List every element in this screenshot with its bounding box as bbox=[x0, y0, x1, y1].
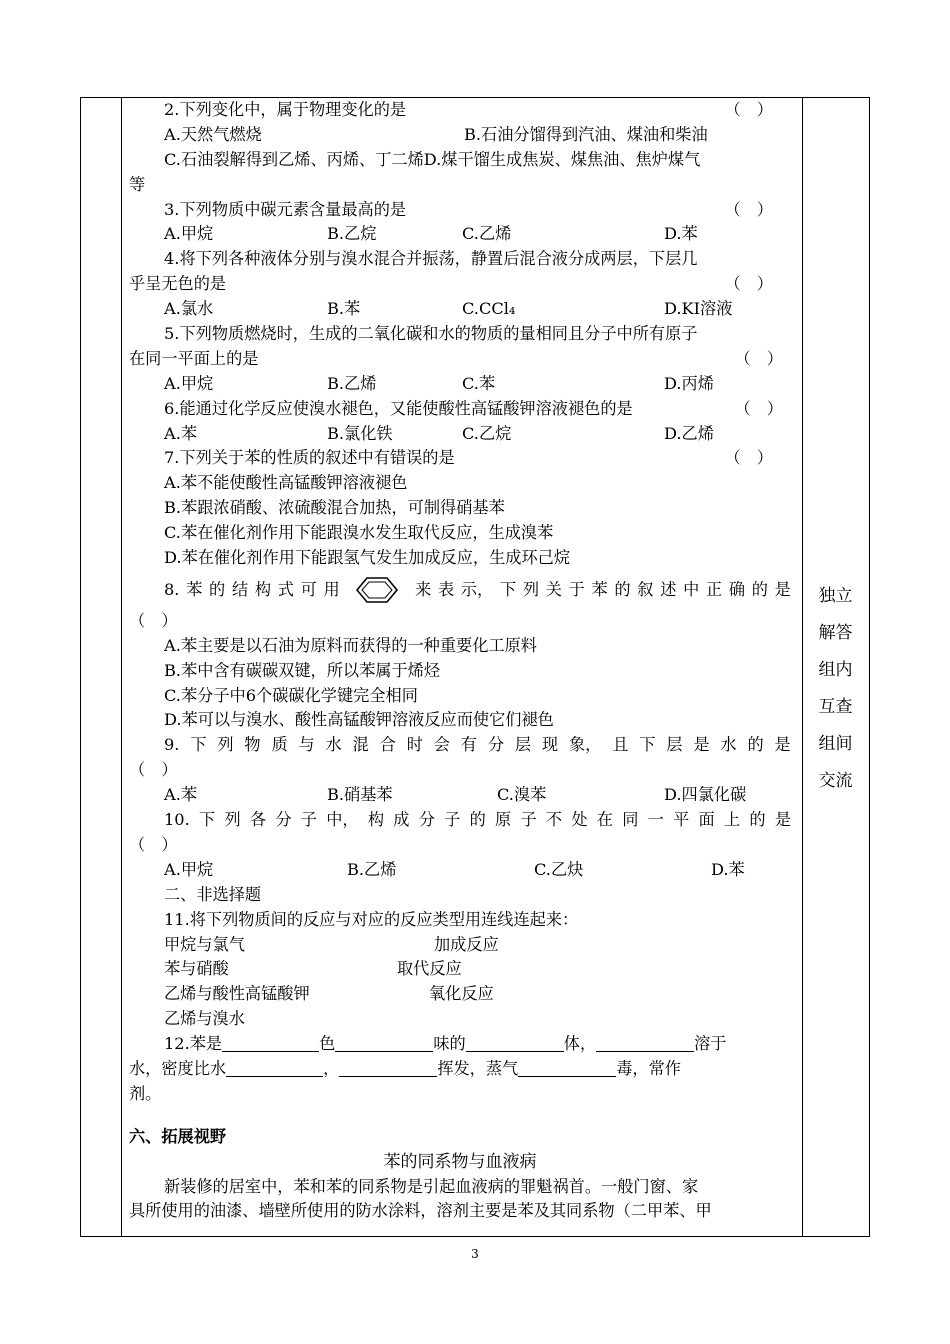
option-b: B.苯中含有碳碳双键，所以苯属于烯烃 bbox=[164, 660, 441, 680]
option-a: A.苯不能使酸性高锰酸钾溶液褪色 bbox=[164, 473, 408, 493]
option-d: D.丙烯 bbox=[664, 373, 714, 393]
question-9: 9. 下 列 物 质 与 水 混 合 时 会 有 分 层 现 象， 且 下 层 是 水 的 是 bbox=[164, 735, 791, 755]
match-right-item: 氧化反应 bbox=[429, 984, 494, 1004]
option-b: B.乙烷 bbox=[327, 224, 377, 244]
question-2: 2.下列变化中，属于物理变化的是 （ ） bbox=[164, 100, 773, 119]
option-a: A.甲烷 bbox=[164, 373, 214, 393]
activity-label: 解答 bbox=[818, 623, 853, 643]
option-c: C.乙炔 bbox=[534, 859, 584, 879]
option-b: B.乙烯 bbox=[327, 373, 377, 393]
option-a: A.甲烷 bbox=[164, 224, 214, 244]
match-left-item: 甲烷与氯气 bbox=[164, 934, 245, 954]
activity-label: 独立 bbox=[818, 586, 853, 606]
exercise-content: 2.下列变化中，属于物理变化的是 （ ） A.天然气燃烧 B.石油分馏得到汽油、煤油和柴油 C.石油裂解得到乙烯、丙烯、丁二烯D.煤干馏生成焦炭、煤焦油、焦炉煤气 等 3.下列物质中碳元素含量最高的是 （ ） A.甲烷 B.乙烷 C.乙烯 D.苯 4.将下列各种液体分别与溴水混合并振荡，静置后混合液分成两层，下层几 乎呈无色的是 （ ） A.氯水 B.苯 C.CCl₄ D.KI溶液 5.下列物质燃烧时，生成的二氧化碳和水的物质的量相同且分子中所有原子 在同一平面上的是 （ ） A.甲烷 B.乙烯 C.苯 D.丙烯 6.能通过化学反应使溴水褪色，又能使酸性高锰酸钾溶液褪色的是 （ ） A.苯 B.氯化铁 C.乙烷 D.乙烯 7.下列关于苯的性质的叙述中有错误的是 （ ） A.苯不能使酸性高锰酸钾溶液褪色 B.苯跟浓硝酸、浓硫酸混合加热，可制得硝基苯 C.苯在催化剂作用下能跟溴水发生取代反应，生成溴苯 D.苯在催化剂作用下能跟氢气发生加成反应，生成环己烷 8. 苯 的 结 构 式 可 用 来 表 示， 下 列 关 于 苯 的 叙 述 中 正 确 的 是 （ ） A.苯主要是以石油为原料而获得的一种重要化工原料 B.苯中含有碳碳双键，所以苯属于烯烃 C.苯分子中6个碳碳化学键完全相同 D.苯可以与溴水、酸性高锰酸钾溶液反应而使它们褪色 9. 下 列 物 质 与 水 混 合 时 会 有 分 层 现 象， 且 下 层 是 水 的 是 （ ） A.苯 B.硝基苯 C.溴苯 D.四氯化碳 10. 下 列 各 分 子 中， 构 成 分 子 的 原 子 不 处 在 同 一 平 面 上 的 是 （ ） A.甲烷 B.乙烯 C.乙炔 D.苯 二、非选择题 11.将下列物质间的反应与对应的反应类型用连线连起来： 甲烷与氯气 加成反应 苯与硝酸 取代反应 乙烯与酸性高锰酸钾 氧化反应 乙烯与溴水 12.苯是 色 味的 体， 溶于 水，密度比水 ， 挥发，蒸气 毒，常作 剂。 六、拓展视野 苯的同系物与血液病 新装修的居室中，苯和苯的同系物是引起血液病的罪魁祸首。一般门窗、家 具所使用的油漆、墙壁所使用的防水涂料，溶剂主要是苯及其同系物（二甲苯、甲 bbox=[129, 98, 791, 1224]
option-b: B.氯化铁 bbox=[327, 423, 393, 443]
option-c: C.乙烷 bbox=[462, 423, 512, 443]
column-divider-left bbox=[121, 98, 122, 1236]
question-8: 8. 苯 的 结 构 式 可 用 来 表 示， 下 列 关 于 苯 的 叙 述 中 正 确 的 是 bbox=[129, 571, 791, 609]
option-c: C.溴苯 bbox=[497, 785, 547, 805]
option-a: A.甲烷 bbox=[164, 859, 214, 879]
blank-field[interactable] bbox=[335, 1035, 433, 1052]
question-3: 3.下列物质中碳元素含量最高的是 （ ） bbox=[164, 199, 773, 219]
article-paragraph: 具所使用的油漆、墙壁所使用的防水涂料，溶剂主要是苯及其同系物（二甲苯、甲 bbox=[129, 1201, 712, 1221]
article-paragraph: 新装修的居室中，苯和苯的同系物是引起血液病的罪魁祸首。一般门窗、家 bbox=[164, 1176, 699, 1196]
page-number: 3 bbox=[471, 1247, 479, 1261]
option-d: D.苯 bbox=[664, 224, 698, 244]
option-d: D.苯在催化剂作用下能跟氢气发生加成反应，生成环己烷 bbox=[164, 548, 571, 568]
option-c: C.石油裂解得到乙烯、丙烯、丁二烯 bbox=[164, 149, 424, 169]
option-c: C.苯分子中6个碳碳化学键完全相同 bbox=[164, 685, 418, 705]
option-b: B.石油分馏得到汽油、煤油和柴油 bbox=[464, 124, 708, 144]
benzene-structure-icon bbox=[354, 575, 400, 605]
option-a: A.氯水 bbox=[164, 299, 214, 319]
question-4: 4.将下列各种液体分别与溴水混合并振荡，静置后混合液分成两层，下层几 bbox=[164, 249, 698, 269]
article-title: 苯的同系物与血液病 bbox=[383, 1151, 537, 1172]
section-heading: 二、非选择题 bbox=[164, 884, 262, 904]
match-left-item: 乙烯与酸性高锰酸钾 bbox=[164, 984, 310, 1004]
activity-label: 交流 bbox=[818, 771, 853, 791]
option-d: D.四氯化碳 bbox=[664, 785, 747, 805]
question-11: 11.将下列物质间的反应与对应的反应类型用连线连起来： bbox=[164, 909, 579, 929]
blank-field[interactable] bbox=[596, 1035, 694, 1052]
blank-field[interactable] bbox=[222, 1035, 319, 1052]
option-d: D.苯可以与溴水、酸性高锰酸钾溶液反应而使它们褪色 bbox=[164, 710, 554, 730]
match-right-item: 取代反应 bbox=[397, 959, 462, 979]
option-d: D.KI溶液 bbox=[664, 299, 733, 319]
option-c: C.乙烯 bbox=[462, 224, 512, 244]
option-d: D.苯 bbox=[711, 859, 745, 879]
activity-label: 组内 bbox=[818, 660, 853, 680]
question-12: 12.苯是 色 味的 体， 溶于 bbox=[164, 1034, 727, 1054]
option-c: C.苯在催化剂作用下能跟溴水发生取代反应，生成溴苯 bbox=[164, 523, 554, 543]
option-a: A.天然气燃烧 bbox=[164, 124, 262, 144]
question-7: 7.下列关于苯的性质的叙述中有错误的是 （ ） bbox=[164, 448, 773, 468]
blank-field[interactable] bbox=[226, 1060, 323, 1077]
match-right-item: 加成反应 bbox=[434, 934, 499, 954]
option-b: B.乙烯 bbox=[347, 859, 397, 879]
option-c: C.CCl₄ bbox=[462, 299, 516, 319]
match-left-item: 乙烯与溴水 bbox=[164, 1009, 245, 1029]
activity-label: 互查 bbox=[818, 697, 853, 717]
question-5: 5.下列物质燃烧时，生成的二氧化碳和水的物质的量相同且分子中所有原子 bbox=[164, 324, 698, 344]
activity-label: 组间 bbox=[818, 734, 853, 754]
option-b: B.苯跟浓硝酸、浓硫酸混合加热，可制得硝基苯 bbox=[164, 498, 505, 518]
section-heading: 六、拓展视野 bbox=[129, 1126, 227, 1146]
option-b: B.苯 bbox=[327, 299, 361, 319]
question-6: 6.能通过化学反应使溴水褪色，又能使酸性高锰酸钾溶液褪色的是 （ ） bbox=[164, 398, 783, 418]
option-b: B.硝基苯 bbox=[327, 785, 393, 805]
match-left-item: 苯与硝酸 bbox=[164, 959, 229, 979]
blank-field[interactable] bbox=[518, 1060, 616, 1077]
activity-column bbox=[802, 578, 869, 800]
option-c: C.苯 bbox=[462, 373, 496, 393]
blank-field[interactable] bbox=[466, 1035, 564, 1052]
blank-field[interactable] bbox=[339, 1060, 437, 1077]
option-a: A.苯主要是以石油为原料而获得的一种重要化工原料 bbox=[164, 635, 537, 655]
option-a: A.苯 bbox=[164, 423, 198, 443]
option-d: D.煤干馏生成焦炭、煤焦油、焦炉煤气 bbox=[423, 149, 701, 169]
question-10: 10. 下 列 各 分 子 中， 构 成 分 子 的 原 子 不 处 在 同 一 平 面 上 的 是 bbox=[164, 810, 791, 830]
option-a: A.苯 bbox=[164, 785, 198, 805]
option-d: D.乙烯 bbox=[664, 423, 714, 443]
